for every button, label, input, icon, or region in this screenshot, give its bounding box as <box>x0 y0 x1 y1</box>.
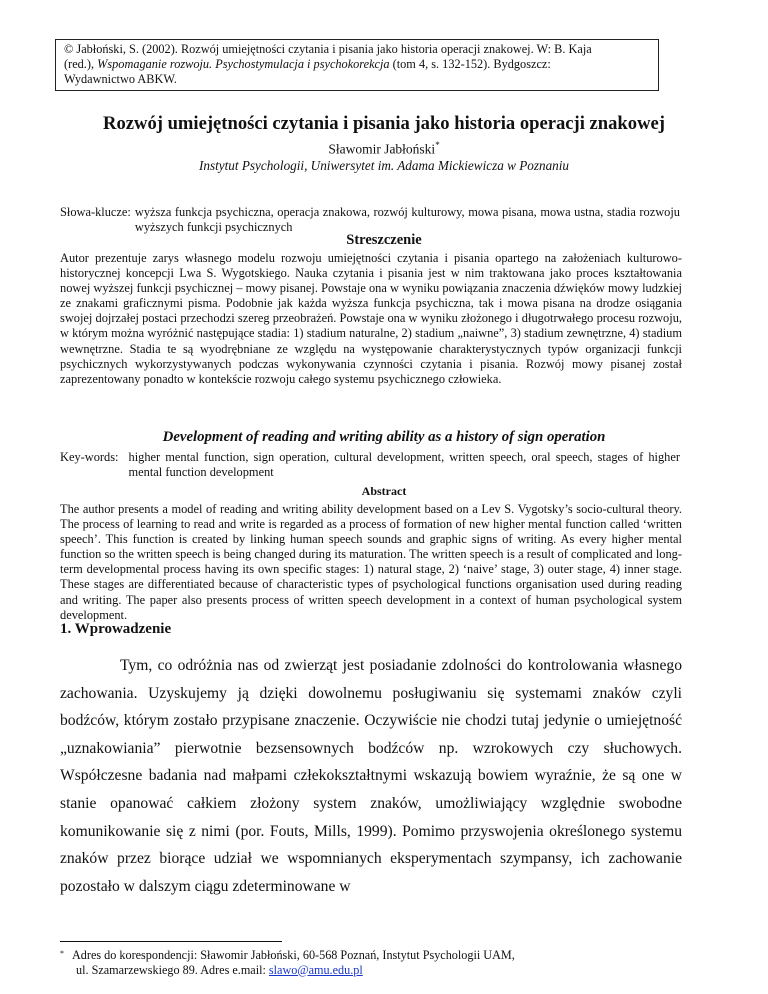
citation-book-title: Wspomaganie rozwoju. Psychostymulacja i psychokorekcja <box>97 57 390 71</box>
body-text <box>60 652 682 900</box>
body-paragraph: Tym, co odróżnia nas od zwierząt jest posiadanie zdolności do kontrolowania własnego zachowania. Uzyskujemy ją dzięki dowolnemu posługiwaniu się systemami znaków czyli bodźców, którym zostało przypisane znaczenie. Oczywiście nie chodzi tutaj jedynie o umiejętność „uznakowiania” pierwotnie bezsensownych bodźców np. wzrokowych czy słuchowych. Współczesne badania nad małpami człekokształtnymi wskazują bowiem wyraźnie, że są one w stanie opanować całkiem złożony system znaków, umożliwiający względnie swobodne komunikowanie się z nimi (por. Fouts, Mills, 1999). Pomimo przyswojenia określonego systemu znaków przez biorące udział we wspomnianych eksperymentach szympansy, ich zachowanie pozostało w dalszym ciągu zdeterminowane w <box>60 657 682 895</box>
footnote-address: Adres do korespondencji: Sławomir Jabłoński, 60-568 Poznań, Instytut Psychologii UAM, <box>72 948 515 962</box>
keywords-en-label: Key-words: <box>60 450 119 464</box>
footnote-mark: * <box>60 949 64 958</box>
affiliation: Instytut Psychologii, Uniwersytet im. Adama Mickiewicza w Poznaniu <box>198 158 570 173</box>
footnote-divider <box>60 941 282 942</box>
footnote-street: ul. Szamarzewskiego 89. Adres e.mail: <box>76 962 269 977</box>
keywords-pl-label: Słowa-klucze: <box>60 205 131 219</box>
paper-title: Rozwój umiejętności czytania i pisania jako historia operacji znakowej <box>103 113 665 134</box>
keywords-pl-text: wyższa funkcja psychiczna, operacja znakowa, rozwój kulturowy, mowa pisana, mowa ustna, stadia rozwoju wyższych funkcji psychicznych <box>134 205 680 234</box>
footnote-marker: * <box>435 140 440 150</box>
english-title: Development of reading and writing ability as a history of sign operation <box>162 429 606 445</box>
abstract-en-text: The author presents a model of reading and writing ability development based on a Lev S. Vygotsky’s socio-cultural theory. The process of learning to read and write is regarded as a process of formation of new higher mental function called ‘written speech’. This function is created by linking human speech sounds and graphic signs of writing. As every higher mental function so the written speech is being changed during its maturation. The written speech is a result of complicated and long-term developmental process having its own specific stages: 1) natural stage, 2) ‘naive’ stage, 3) outer stage, 4) inner stage. These stages are differentiated because of characteristic types of psychological functions organisation used during reading and writing. The paper also presents process of written speech development in a context of human psychological system development. <box>60 502 682 622</box>
abstract-pl-heading: Streszczenie <box>346 232 422 248</box>
keywords-en <box>60 450 680 480</box>
abstract-en-heading: Abstract <box>361 484 407 498</box>
citation-line-3: Wydawnictwo ABKW. <box>64 72 177 86</box>
keywords-pl <box>60 205 680 235</box>
section-heading: 1. Wprowadzenie <box>60 621 172 637</box>
citation-editors: (red.), <box>64 57 98 71</box>
email-link[interactable]: slawo@amu.edu.pl <box>268 962 363 977</box>
footnote-line-2 <box>60 963 680 978</box>
author-line <box>0 140 768 158</box>
abstract-pl-text: Autor prezentuje zarys własnego modelu rozwoju umiejętności czytania i pisania opartego na założeniach kulturowo-historycznej koncepcji Lwa S. Wygotskiego. Nauka czytania i pisania jest w nim traktowana jako proces kształtowania nowej wyższej funkcji psychicznej – mowy pisanej. Powstaje ona w wyniku powiązania znaczenia dźwięków mowy ludzkiej ze znakami graficznymi pisma. Podobnie jak każda wyższa funkcja psychiczna, tak i mowa pisana na drodze osiągania swojej dojrzałej postaci przechodzi szereg przeobrażeń. Powstaje ona w wyniku złożonego i długotrwałego procesu rozwoju, w którym można wyróżnić następujące stadia: 1) stadium naturalne, 2) stadium „naiwne”, 3) stadium zewnętrzne, 4) stadium wewnętrzne. Stadia te są wyodrębniane ze względu na występowanie charakterystycznych typów organizacji funkcji psychicznych wykorzystywanych podczas wykonywania czynności czytania i pisania. Rozwój mowy pisanej został zaprezentowany ponadto w kontekście rozwoju całego systemu psychicznego człowieka. <box>60 251 682 386</box>
keywords-en-text: higher mental function, sign operation, cultural development, written speech, oral speech, stages of higher mental function development <box>128 450 680 479</box>
citation-volume: (tom 4, s. 132-152). Bydgoszcz: <box>389 57 551 71</box>
footnote <box>60 948 680 977</box>
author-name: Sławomir Jabłoński <box>328 141 436 157</box>
footnote-line-1 <box>60 948 680 963</box>
citation-line-1: © Jabłoński, S. (2002). Rozwój umiejętności czytania i pisania jako historia operacji znakowej. W: B. Kaja <box>64 42 592 56</box>
citation-line-2 <box>64 57 650 72</box>
citation-box <box>55 39 659 91</box>
